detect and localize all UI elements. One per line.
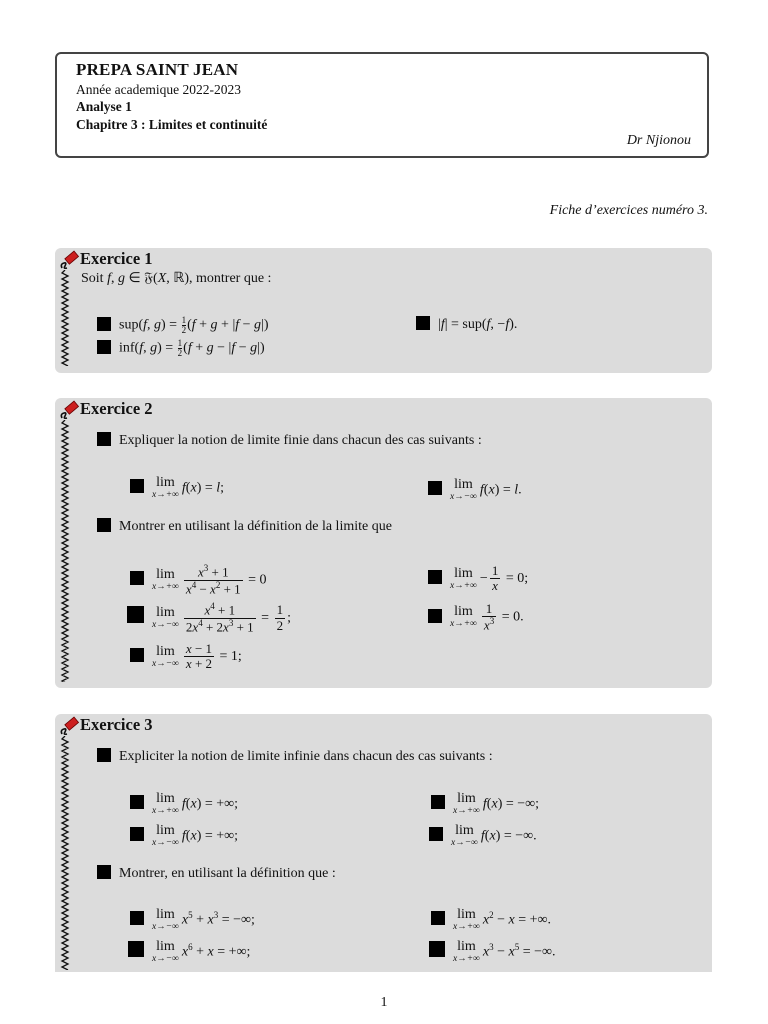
bullet-icon (416, 316, 430, 330)
wavy-rule-icon (59, 420, 71, 682)
page-number: 1 (380, 995, 388, 1010)
bullet-icon (428, 570, 442, 584)
exercise-3-limit-3: lim x→−∞ $x^6 + x$ = +∞; (128, 940, 250, 965)
exercise-3-limit-2: lim x→+∞ $x^2 - x$ = +∞. (431, 908, 551, 933)
bullet-icon (130, 479, 144, 493)
bullet-icon (130, 571, 144, 585)
academic-year: Année academique 2022-2023 (76, 82, 241, 97)
bullet-icon (97, 748, 111, 762)
sheet-title: Fiche d’exercices numéro 3. (549, 203, 708, 218)
exercise-2-limit-4: lim x→+∞ $\frac{1}{x^3}$ = 0. (428, 602, 524, 633)
wavy-rule-icon (59, 270, 71, 366)
bullet-icon (428, 481, 442, 495)
bullet-icon (97, 432, 111, 446)
bullet-icon (97, 518, 111, 532)
bullet-icon (128, 941, 144, 957)
exercise-1-item-1: sup(f, g) = $\frac{1}{2}$ (f + g + |f − g|) (97, 316, 269, 335)
exercise-2-question-1: Expliquer la notion de limite finie dans chacun des cas suivants : (97, 432, 482, 449)
exercise-3-question-2: Montrer, en utilisant la définition que : (97, 865, 336, 882)
exercise-3-box (55, 714, 712, 972)
exercise-2-title: Exercice 2 (80, 399, 153, 418)
bullet-icon (97, 865, 111, 879)
bullet-icon (130, 911, 144, 925)
bullet-icon (429, 827, 443, 841)
exercise-3-item-c: lim x→−∞ f(x) = +∞; (130, 824, 238, 849)
exercise-3-title: Exercice 3 (80, 715, 153, 734)
pencil-icon (58, 250, 80, 272)
bullet-icon (97, 317, 111, 331)
exercise-3-limit-1: lim x→−∞ $x^5 + x^3$ = −∞; (130, 908, 255, 933)
pencil-icon (58, 400, 80, 422)
exercise-3-item-b: lim x→+∞ f(x) = −∞; (431, 792, 539, 817)
exercise-3-question-1: Expliciter la notion de limite infinie dans chacun des cas suivants : (97, 748, 493, 765)
chapter-title: Chapitre 3 : Limites et continuité (76, 117, 268, 132)
pencil-icon (58, 716, 80, 738)
exercise-1-item-2: |f| = sup(f, −f). (416, 316, 517, 333)
exercise-2-item-a: lim x→+∞ f(x) = l; (130, 476, 224, 501)
exercise-2-limit-2: lim x→+∞ − $\frac{1}{x}$ = 0; (428, 564, 528, 594)
bullet-icon (130, 648, 144, 662)
bullet-icon (127, 606, 144, 623)
bullet-icon (130, 795, 144, 809)
bullet-icon (431, 795, 445, 809)
exercise-1-intro: Soit f, g ∈ 𝔉(X, ℝ), montrer que : (81, 271, 272, 286)
exercise-2-box (55, 398, 712, 688)
bullet-icon (428, 609, 442, 623)
exercise-3-item-d: lim x→−∞ f(x) = −∞. (429, 824, 537, 849)
bullet-icon (429, 941, 445, 957)
author-name: Dr Njionou (626, 133, 691, 148)
course-name: Analyse 1 (76, 99, 132, 114)
bullet-icon (130, 827, 144, 841)
wavy-rule-icon (59, 736, 71, 970)
exercise-1-box (55, 248, 712, 373)
exercise-2-limit-1: lim x→+∞ $\frac{x^3 + 1}{x^4 - x^2 + 1}$ = 0 (130, 564, 267, 596)
exercise-3-item-a: lim x→+∞ f(x) = +∞; (130, 792, 238, 817)
school-name: PREPA SAINT JEAN (76, 60, 239, 79)
exercise-2-limit-3: lim x→−∞ $\frac{x^4 + 1}{2x^4 + 2x^3 + 1}$ = $\frac{1}{2}$ ; (127, 602, 291, 634)
exercise-3-limit-4: lim x→+∞ $x^3 - x^5$ = −∞. (429, 940, 556, 965)
exercise-2-item-b: lim x→−∞ f(x) = l. (428, 478, 522, 503)
exercise-1-item-3: inf(f, g) = $\frac{1}{2}$ (f + g − |f − g|) (97, 339, 265, 358)
bullet-icon (431, 911, 445, 925)
bullet-icon (97, 340, 111, 354)
exercise-2-question-2: Montrer en utilisant la définition de la limite que (97, 518, 392, 535)
exercise-1-title: Exercice 1 (80, 249, 153, 268)
header-box (55, 52, 709, 158)
exercise-2-limit-5: lim x→−∞ $\frac{x - 1}{x + 2}$ = 1; (130, 642, 242, 672)
